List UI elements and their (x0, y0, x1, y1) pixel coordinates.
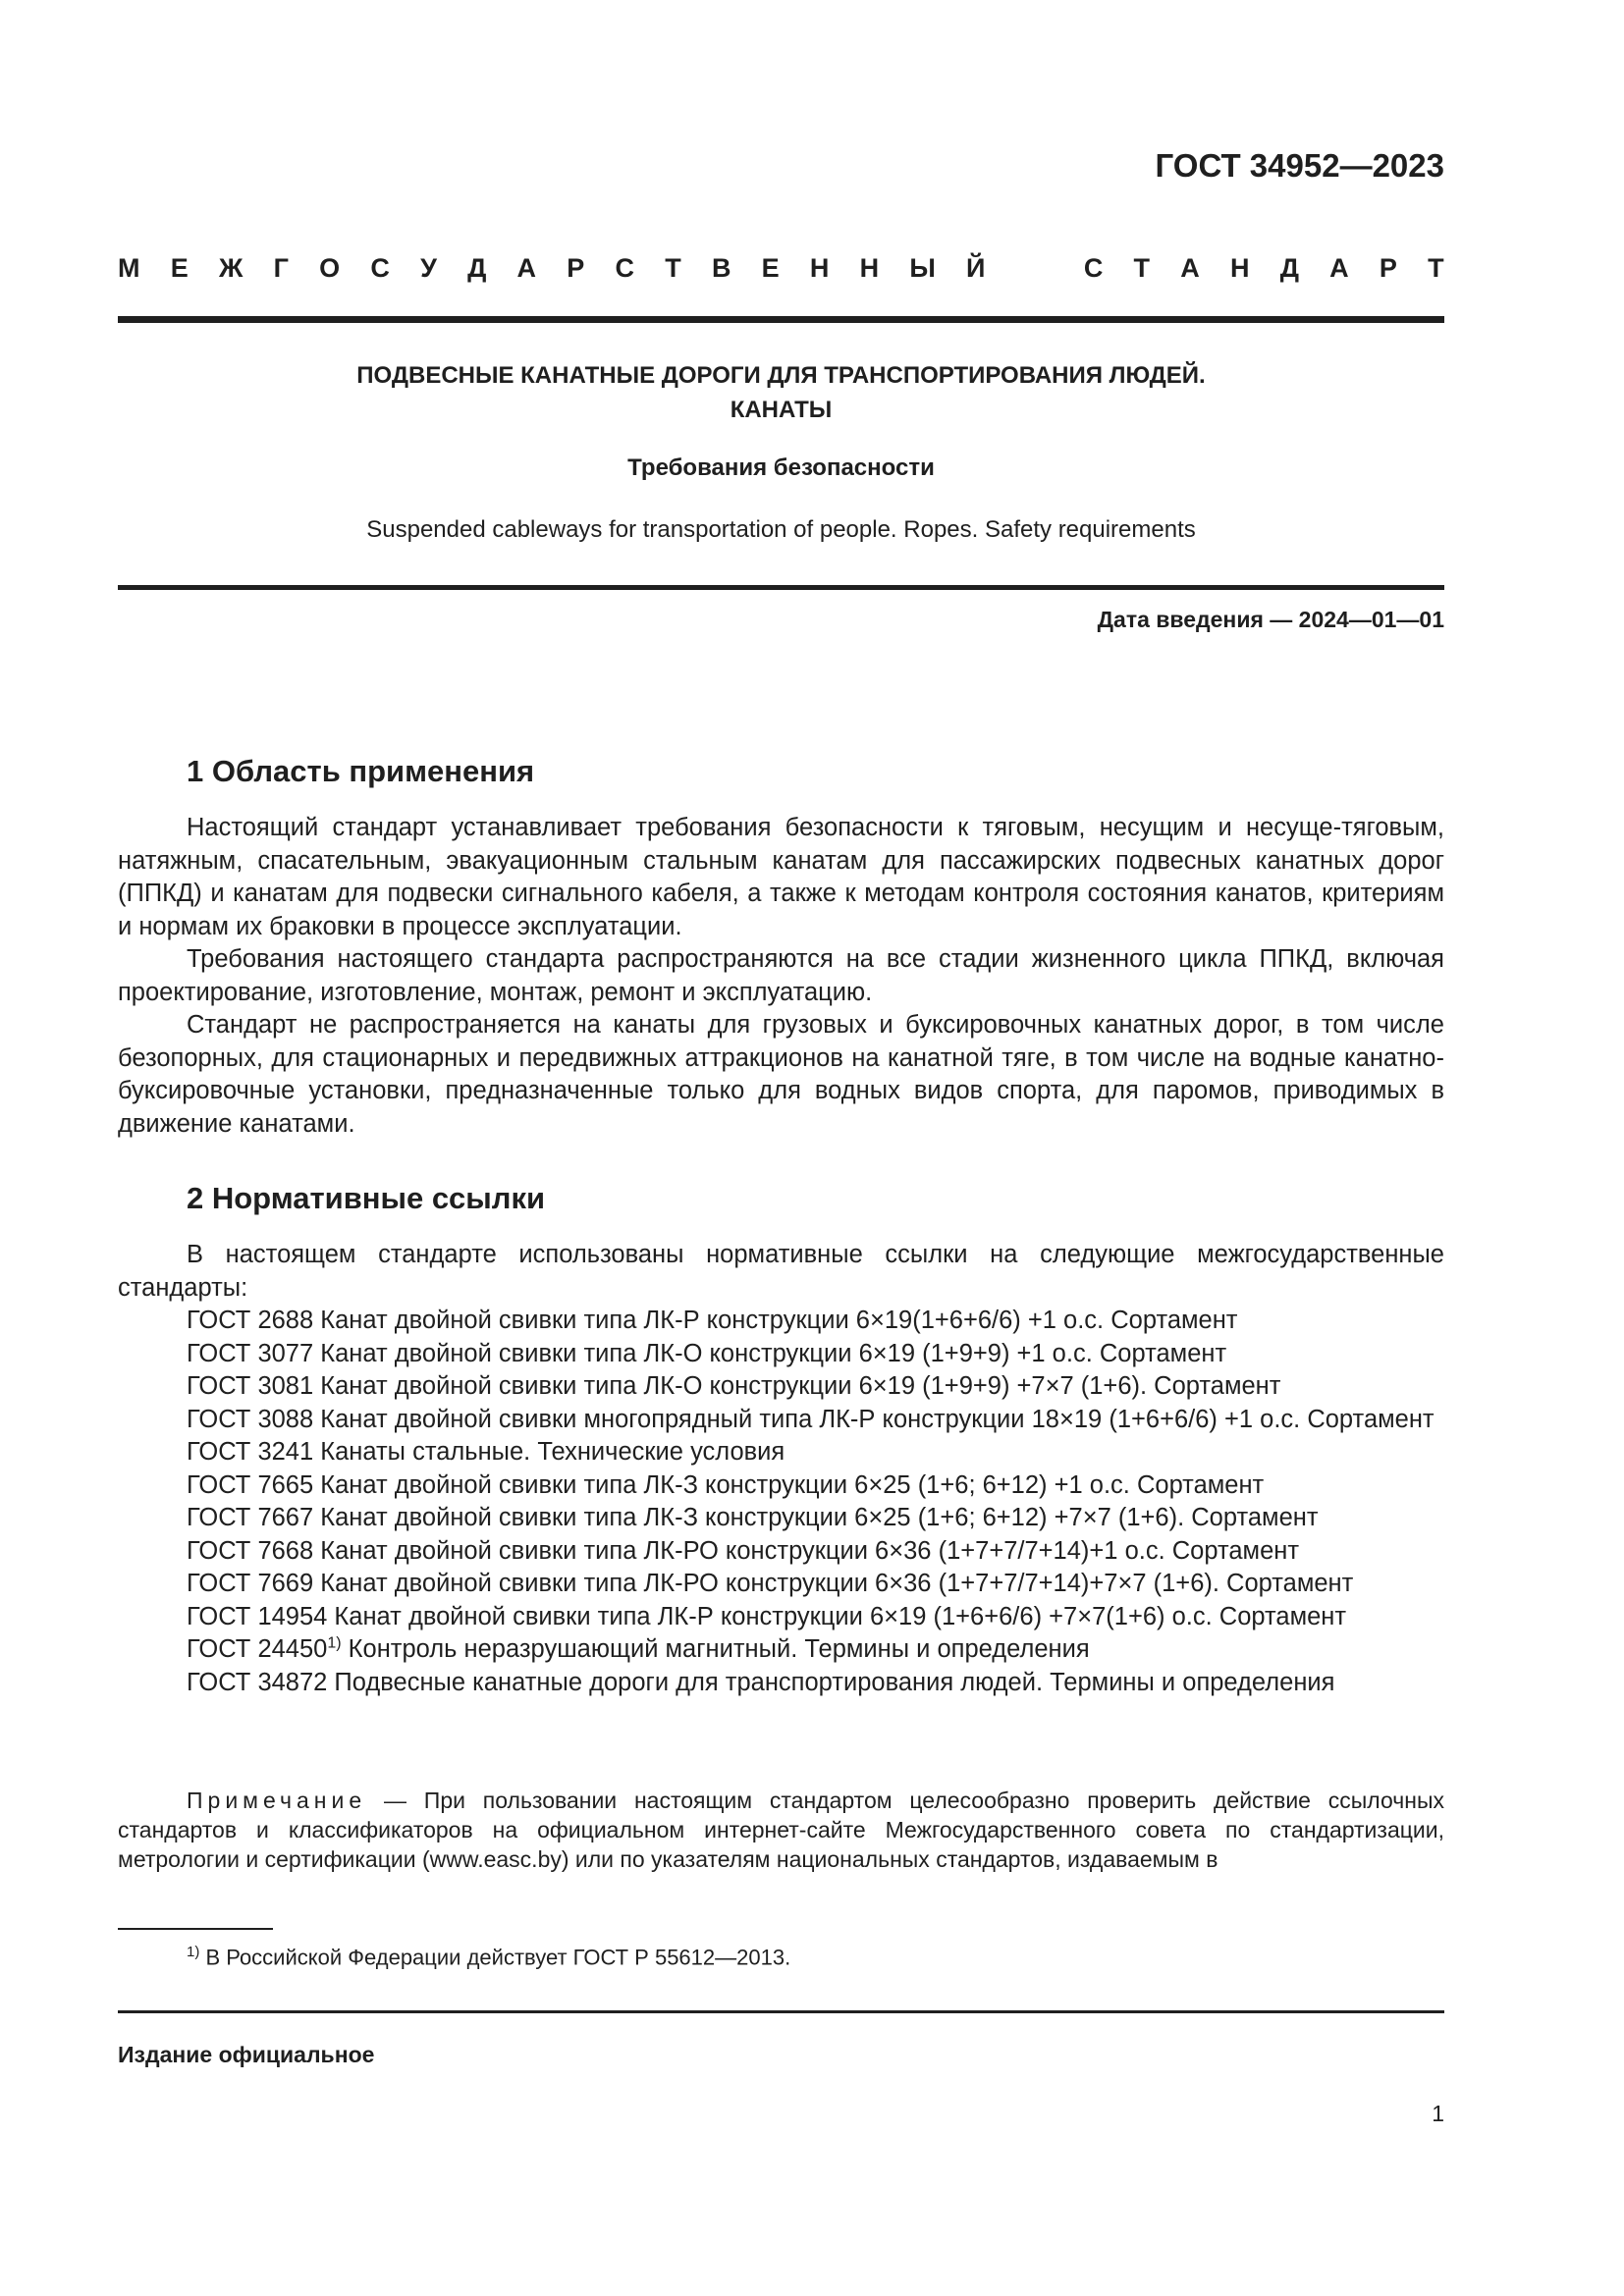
reference-item: ГОСТ 2688 Канат двойной свивки типа ЛК-Р конструкции 6×19(1+6+6/6) +1 о.с. Сортамент (187, 1307, 1238, 1334)
page-number: 1 (1432, 2101, 1444, 2126)
document-title (118, 358, 1444, 427)
header-divider (118, 316, 1444, 323)
standard-kind-letter: М (118, 253, 140, 283)
standard-kind-letter: Н (859, 253, 880, 283)
standard-kind (118, 253, 1444, 284)
reference-item: ГОСТ 3088 Канат двойной свивки многопрядный типа ЛК-Р конструкции 18×19 (1+6+6/6) +1 о.с. Сортамент (187, 1405, 1435, 1433)
references-intro: В настоящем стандарте использованы нормативные ссылки на следующие межгосударственные стандарты: (118, 1241, 1444, 1302)
footnote (187, 1944, 790, 1970)
references-note (118, 1786, 1444, 1874)
standard-kind-letter: С (370, 253, 390, 283)
standard-kind-letter: Ж (218, 253, 244, 283)
reference-item: ГОСТ 7665 Канат двойной свивки типа ЛК-З конструкции 6×25 (1+6; 6+12) +1 о.с. Сортамент (187, 1470, 1265, 1499)
reference-item: ГОСТ 7667 Канат двойной свивки типа ЛК-З конструкции 6×25 (1+6; 6+12) +7×7 (1+6). Сортамент (187, 1504, 1319, 1531)
reference-item: ГОСТ 3241 Канаты стальные. Технические условия (187, 1438, 785, 1466)
introduction-date: Дата введения — 2024—01—01 (1097, 607, 1444, 632)
footer-divider (118, 2010, 1444, 2013)
standard-kind-letter: В (711, 253, 731, 283)
standard-kind-letter: Т (1133, 253, 1151, 283)
standard-kind-letter: Р (1379, 253, 1397, 283)
standard-kind-letter: Е (761, 253, 780, 283)
footnote-separator (118, 1928, 273, 1930)
reference-title: Контроль неразрушающий магнитный. Термины и определения (341, 1635, 1090, 1663)
standard-kind-letter: А (1329, 253, 1349, 283)
standard-kind-letter: Т (1428, 253, 1444, 283)
english-title: Suspended cableways for transportation of people. Ropes. Safety requirements (366, 516, 1196, 543)
reference-item: ГОСТ 34872 Подвесные канатные дороги для транспортирования людей. Термины и определения (187, 1668, 1335, 1696)
standard-kind-letter: Р (567, 253, 585, 283)
reference-item: ГОСТ 7668 Канат двойной свивки типа ЛК-РО конструкции 6×36 (1+7+7/7+14)+1 о.с. Сортамент (187, 1536, 1300, 1565)
footnote-mark: 1) (187, 1944, 200, 1960)
standard-kind-letter: С (615, 253, 634, 283)
reference-item (118, 1633, 1444, 1667)
standard-kind-letter: Д (1279, 253, 1299, 283)
section-1-heading: 1 Область применения (187, 754, 535, 788)
standard-kind-letter: О (319, 253, 341, 283)
section-2-heading: 2 Нормативные ссылки (187, 1181, 546, 1215)
title-line-2: КАНАТЫ (730, 397, 833, 423)
reference-item: ГОСТ 3077 Канат двойной свивки типа ЛК-О конструкции 6×19 (1+9+9) +1 о.с. Сортамент (187, 1339, 1227, 1367)
standard-kind-letter: А (1180, 253, 1200, 283)
standard-kind-letter: Н (809, 253, 830, 283)
title-divider (118, 585, 1444, 590)
standard-kind-letter: Е (170, 253, 189, 283)
standard-kind-letter: Т (665, 253, 681, 283)
document-subtitle: Требования безопасности (627, 454, 935, 481)
standard-kind-letter: Ы (909, 253, 936, 283)
standard-kind-letter: Н (1229, 253, 1250, 283)
title-line-1: ПОДВЕСНЫЕ КАНАТНЫЕ ДОРОГИ ДЛЯ ТРАНСПОРТИРОВАНИЯ ЛЮДЕЙ. (356, 362, 1206, 389)
footnote-marker[interactable]: 1) (327, 1634, 342, 1652)
standard-kind-letter: У (420, 253, 437, 283)
section-1-paragraph: Стандарт не распространяется на канаты для грузовых и буксировочных канатных дорог, в том числе безопорных, для стационарных и передвижных аттракционов на канатной тяге, в том числе на водные канатно-буксировочные установки, предназначенные только для водных видов спорта, для паромов, приводимых в движение канатами. (118, 1011, 1444, 1138)
standard-kind-letter: Й (965, 253, 986, 283)
word-gap (1016, 253, 1054, 284)
section-1-paragraph: Требования настоящего стандарта распространяются на все стадии жизненного цикла ППКД, включая проектирование, изготовление, монтаж, ремонт и эксплуатацию. (118, 945, 1444, 1006)
reference-item: ГОСТ 3081 Канат двойной свивки типа ЛК-О конструкции 6×19 (1+9+9) +7×7 (1+6). Сортамент (187, 1372, 1281, 1400)
standard-kind-letter: А (516, 253, 537, 283)
footnote-text: В Российской Федерации действует ГОСТ Р 55612—2013. (199, 1945, 791, 1970)
reference-item: ГОСТ 7669 Канат двойной свивки типа ЛК-РО конструкции 6×36 (1+7+7/7+14)+7×7 (1+6). Сортамент (187, 1570, 1354, 1597)
standard-number: ГОСТ 34952—2023 (1155, 147, 1444, 184)
section-1-paragraph: Настоящий стандарт устанавливает требования безопасности к тяговым, несущим и несуще-тяговым, натяжным, спасательным, эвакуационным стальным канатам для пассажирских подвесных канатных дорог (ППКД) и канатам для подвески сигнального кабеля, а также к методам контроля состояния канатов, критериям и нормам их браковки в процессе эксплуатации. (118, 814, 1444, 940)
standard-kind-letter: Г (273, 253, 289, 283)
reference-code: ГОСТ 24450 (187, 1635, 328, 1663)
normative-references (118, 1239, 1444, 1699)
note-label: Примечание (187, 1788, 367, 1813)
standard-kind-letter: Д (467, 253, 487, 283)
reference-item: ГОСТ 14954 Канат двойной свивки типа ЛК-Р конструкции 6×19 (1+6+6/6) +7×7(1+6) о.с. Сортамент (187, 1602, 1347, 1630)
edition-label: Издание официальное (118, 2042, 375, 2067)
standard-kind-letter: С (1083, 253, 1104, 283)
note-text: — При пользовании настоящим стандартом целесообразно проверить действие ссылочных стандартов и классификаторов на официальном интернет-сайте Межгосударственного совета по стандартизации, метрологии и сертификации (www.easc.by) или по указателям национальных стандартов, издаваемым в (118, 1788, 1444, 1872)
